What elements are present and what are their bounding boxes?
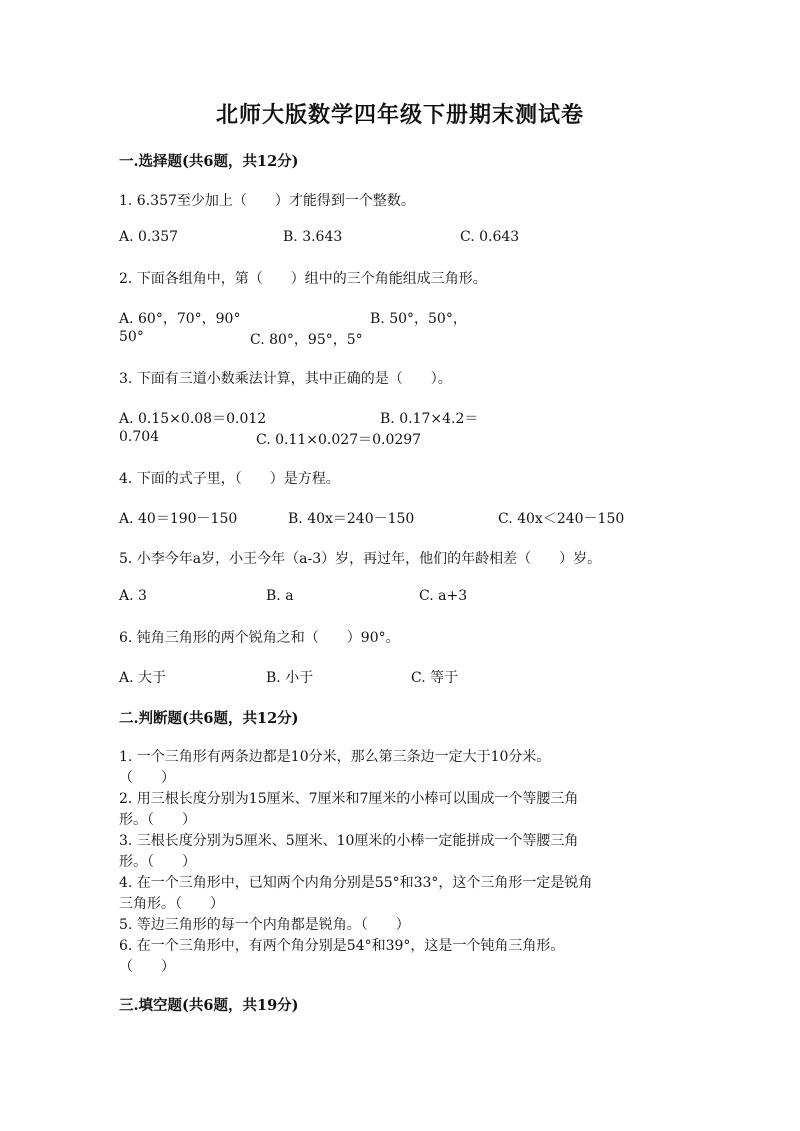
question-1-stem: 1. 6.357至少加上（ ）才能得到一个整数。 (119, 193, 415, 209)
judgement-line: 形。（ ） (119, 812, 196, 828)
question-2-option-b-cont: 50° (119, 329, 144, 345)
question-5-stem: 5. 小李今年a岁，小王今年（a-3）岁，再过年，他们的年龄相差（ ）岁。 (119, 551, 602, 567)
question-2-stem: 2. 下面各组角中，第（ ）组中的三个角能组成三角形。 (119, 271, 487, 287)
question-2-option-c: C. 80°，95°，5° (250, 332, 363, 348)
judgement-line: 1. 一个三角形有两条边都是10分米，那么第三条边一定大于10分米。 (119, 749, 551, 765)
section-heading-choice: 一.选择题(共6题，共12分) (119, 153, 299, 170)
question-6-option-a: A. 大于 (119, 670, 167, 686)
question-3-option-b: B. 0.17×4.2＝ (380, 411, 479, 427)
page-title: 北师大版数学四年级下册期末测试卷 (215, 102, 584, 128)
question-4-option-a: A. 40＝190－150 (119, 511, 238, 527)
judgement-line: 2. 用三根长度分别为15厘米、7厘米和7厘米的小棒可以围成一个等腰三角 (119, 791, 579, 807)
question-3-option-c: C. 0.11×0.027＝0.0297 (256, 432, 422, 448)
question-4-stem: 4. 下面的式子里，（ ）是方程。 (119, 471, 340, 487)
question-6-option-b: B. 小于 (266, 670, 314, 686)
question-2-option-b: B. 50°，50°， (370, 311, 467, 327)
question-5-option-b: B. a (266, 588, 294, 604)
judgement-line: （ ） (119, 770, 175, 786)
question-3-option-b-cont: 0.704 (119, 429, 160, 445)
judgement-line: 3. 三根长度分别为5厘米、5厘米、10厘米的小棒一定能拼成一个等腰三角 (119, 833, 579, 849)
question-3-stem: 3. 下面有三道小数乘法计算，其中正确的是（ ）。 (119, 371, 452, 387)
section-heading-fill: 三.填空题(共6题，共19分) (119, 997, 299, 1014)
question-6-stem: 6. 钝角三角形的两个锐角之和（ ）90°。 (119, 630, 400, 646)
section-heading-judgement: 二.判断题(共6题，共12分) (119, 710, 299, 727)
judgement-line: 5. 等边三角形的每一个内角都是锐角。（ ） (119, 917, 410, 933)
question-5-option-a: A. 3 (119, 588, 147, 604)
judgement-line: （ ） (119, 959, 175, 975)
question-2-option-a: A. 60°，70°，90° (119, 311, 241, 327)
question-5-option-c: C. a+3 (419, 588, 468, 604)
judgement-line: 三角形。（ ） (119, 896, 224, 912)
judgement-line: 6. 在一个三角形中，有两个角分别是54°和39°，这是一个钝角三角形。 (119, 938, 565, 954)
question-3-option-a: A. 0.15×0.08＝0.012 (119, 411, 267, 427)
judgement-line: 形。（ ） (119, 854, 196, 870)
question-6-option-c: C. 等于 (411, 670, 459, 686)
question-1-option-a: A. 0.357 (119, 229, 179, 245)
question-4-option-b: B. 40x＝240－150 (288, 511, 415, 527)
question-1-option-b: B. 3.643 (283, 229, 343, 245)
judgement-line: 4. 在一个三角形中，已知两个内角分别是55°和33°，这个三角形一定是锐角 (119, 875, 593, 891)
question-4-option-c: C. 40x＜240－150 (498, 511, 625, 527)
question-1-option-c: C. 0.643 (460, 229, 520, 245)
